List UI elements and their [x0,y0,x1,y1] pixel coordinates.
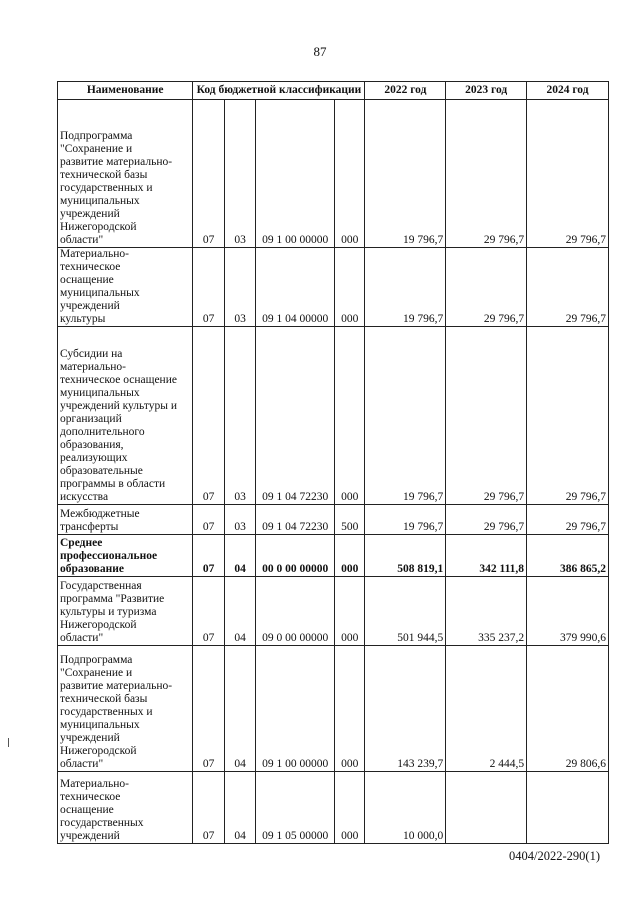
row-name: Подпрограмма "Сохранение и развитие материально-технической базы государственных и муниципальных учреждений Нижегородской области" [58,100,193,248]
header-2024: 2024 год [527,82,609,100]
row-pr: 03 [224,327,255,505]
row-2023: 29 796,7 [446,505,527,535]
document-code: 0404/2022-290(1) [509,849,600,863]
table-row [58,248,609,327]
row-2022: 19 796,7 [365,327,446,505]
row-2024: 29 796,7 [527,248,609,327]
row-2023: 2 444,5 [446,646,527,772]
row-name: Материально-техническое оснащение муниципальных учреждений культуры [58,248,193,327]
row-2024: 29 796,7 [527,327,609,505]
row-vr: 000 [335,327,365,505]
row-2022: 508 819,1 [365,535,446,577]
row-2023: 29 796,7 [446,100,527,248]
table-row [58,100,609,248]
row-vr: 000 [335,535,365,577]
row-pr: 04 [224,646,255,772]
row-vr: 500 [335,505,365,535]
row-2023: 335 237,2 [446,577,527,646]
row-2023: 29 796,7 [446,248,527,327]
table-row [58,646,609,772]
table-row [58,535,609,577]
row-csr: 09 1 00 00000 [256,646,335,772]
row-rz: 07 [193,772,224,844]
row-name: Материально-техническое оснащение государственных учреждений [58,772,193,844]
table-row [58,772,609,844]
row-csr: 00 0 00 00000 [256,535,335,577]
row-vr: 000 [335,100,365,248]
row-2022: 10 000,0 [365,772,446,844]
row-2024: 29 796,7 [527,505,609,535]
row-pr: 03 [224,100,255,248]
row-vr: 000 [335,577,365,646]
row-name: Государственная программа "Развитие культуры и туризма Нижегородской области" [58,577,193,646]
row-csr: 09 1 04 72230 [256,505,335,535]
row-pr: 04 [224,535,255,577]
row-csr: 09 1 04 00000 [256,248,335,327]
row-2024: 29 796,7 [527,100,609,248]
table-row [58,327,609,505]
row-name: Межбюджетные трансферты [58,505,193,535]
row-vr: 000 [335,646,365,772]
row-rz: 07 [193,577,224,646]
table-header-row [58,82,609,100]
row-2022: 19 796,7 [365,505,446,535]
page-number: 87 [313,44,327,59]
budget-table [57,81,609,844]
row-pr: 04 [224,577,255,646]
row-rz: 07 [193,248,224,327]
row-2023: 29 796,7 [446,327,527,505]
header-name: Наименование [58,82,193,100]
row-pr: 03 [224,505,255,535]
row-name: Субсидии на материально-техническое оснащение муниципальных учреждений культуры и организаций дополнительного образования, реализующих образовательные программы в области искусства [58,327,193,505]
row-vr: 000 [335,248,365,327]
row-name: Среднее профессиональное образование [58,535,193,577]
header-code: Код бюджетной классификации [193,82,365,100]
row-rz: 07 [193,100,224,248]
row-2023 [446,772,527,844]
header-2023: 2023 год [446,82,527,100]
row-pr: 04 [224,772,255,844]
table-row [58,577,609,646]
row-rz: 07 [193,646,224,772]
row-csr: 09 1 05 00000 [256,772,335,844]
row-rz: 07 [193,535,224,577]
row-2023: 342 111,8 [446,535,527,577]
row-2022: 143 239,7 [365,646,446,772]
header-2022: 2022 год [365,82,446,100]
row-rz: 07 [193,327,224,505]
row-2022: 19 796,7 [365,100,446,248]
row-csr: 09 1 00 00000 [256,100,335,248]
row-pr: 03 [224,248,255,327]
table-row [58,505,609,535]
row-vr: 000 [335,772,365,844]
row-2024: 386 865,2 [527,535,609,577]
row-name: Подпрограмма "Сохранение и развитие материально-технической базы государственных и муниципальных учреждений Нижегородской области" [58,646,193,772]
row-2024: 29 806,6 [527,646,609,772]
row-csr: 09 0 00 00000 [256,577,335,646]
scan-mark [8,738,9,747]
row-rz: 07 [193,505,224,535]
row-2024: 379 990,6 [527,577,609,646]
row-2024 [527,772,609,844]
row-csr: 09 1 04 72230 [256,327,335,505]
row-2022: 19 796,7 [365,248,446,327]
row-2022: 501 944,5 [365,577,446,646]
